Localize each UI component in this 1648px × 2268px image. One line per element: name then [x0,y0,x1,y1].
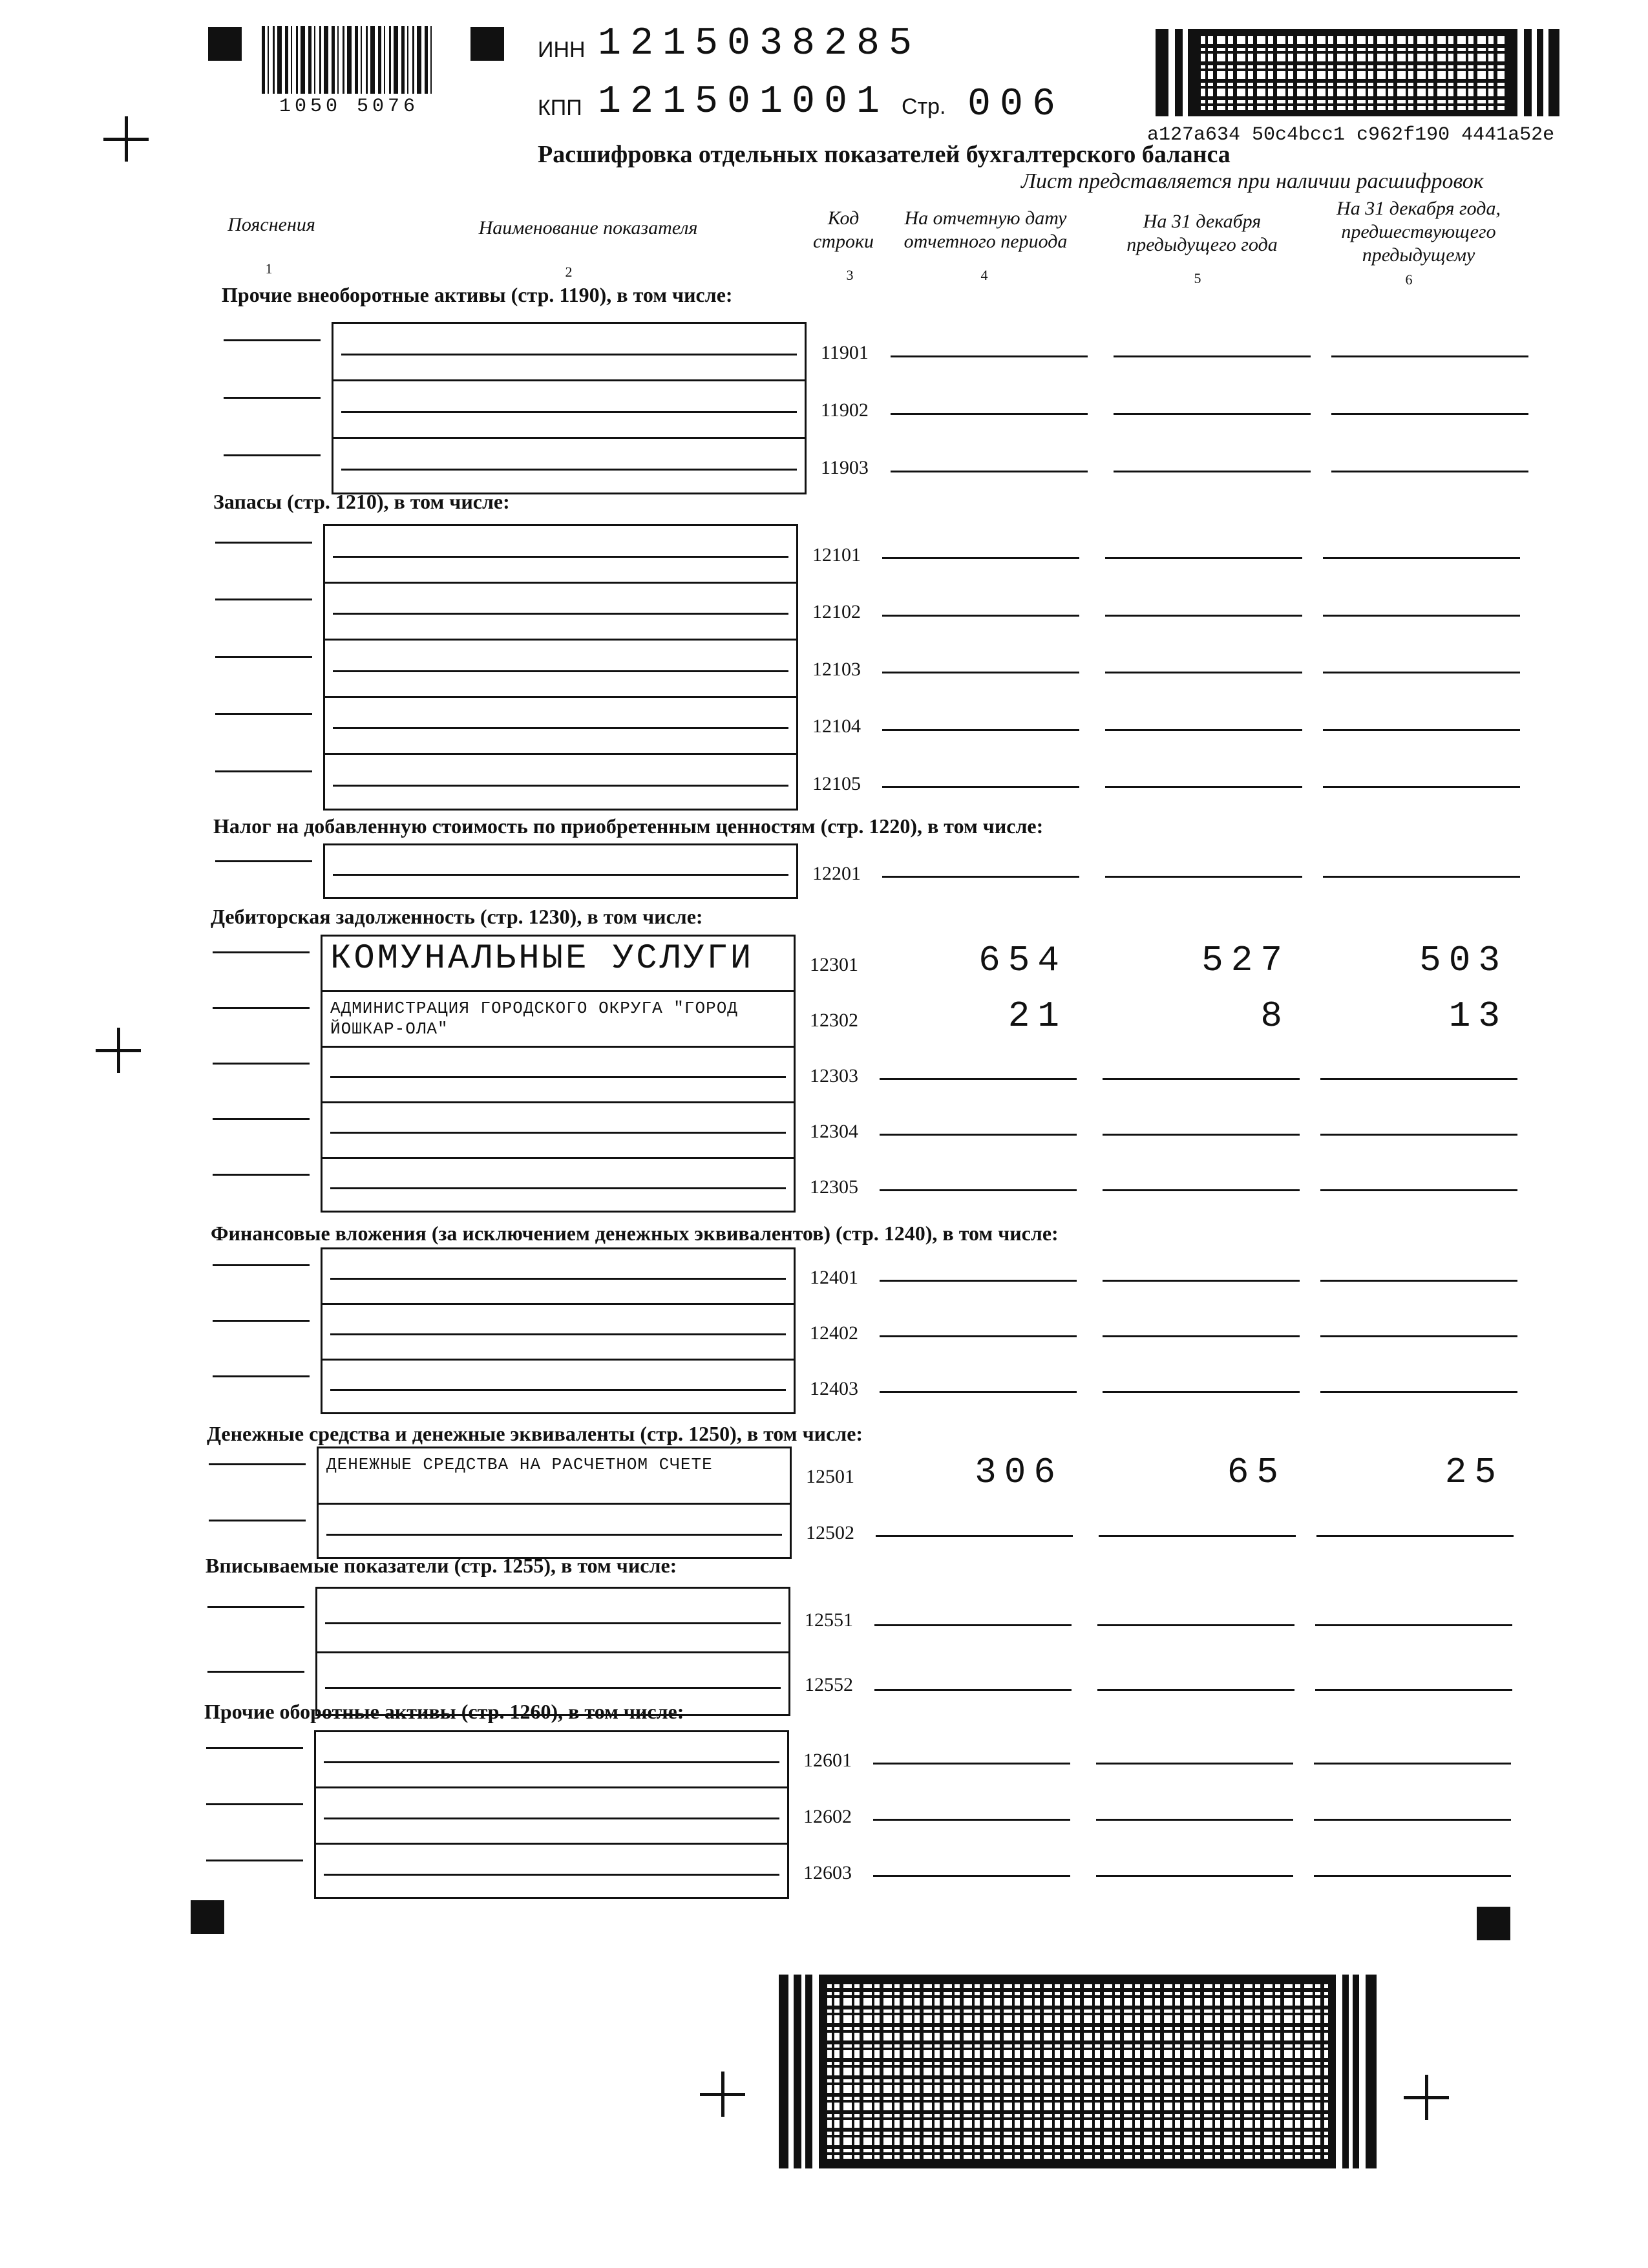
value-field-4 [873,1875,1070,1877]
value-field-5 [1105,615,1302,617]
corner-marker-top-mid [470,27,504,61]
notes-field [215,860,312,862]
page-label: Стр. [902,94,946,119]
value-field-4 [882,672,1079,673]
row-code: 12501 [806,1466,854,1488]
indicator-name-field [333,613,788,615]
value-5: 527 [1201,940,1290,981]
notes-field [209,1520,306,1521]
indicator-name: АДМИНИСТРАЦИЯ ГОРОДСКОГО ОКРУГА "ГОРОД ЙОШКАР-ОЛА" [330,999,738,1039]
row-code: 11902 [821,399,869,421]
row-code: 12301 [810,954,858,976]
row-code: 12601 [803,1750,852,1772]
value-field-6 [1323,557,1520,559]
registration-cross-bottom-mid [700,2072,745,2117]
notes-field [206,1803,303,1805]
row-code: 12105 [812,772,861,794]
value-field-4 [874,1689,1072,1691]
value-field-5 [1103,1391,1300,1393]
value-field-5 [1097,1624,1294,1626]
indicator-name: ДЕНЕЖНЫЕ СРЕДСТВА НА РАСЧЕТНОМ СЧЕТЕ [326,1455,713,1474]
indicator-name-field [324,1874,779,1876]
row-separator [332,379,807,381]
value-field-6 [1331,355,1528,357]
value-field-5 [1103,1134,1300,1136]
indicator-name-field [333,556,788,558]
value-field-4 [880,1078,1077,1080]
value-field-5 [1105,557,1302,559]
value-field-4 [882,729,1079,731]
row-separator [323,639,798,641]
registration-cross-bottom-right [1404,2075,1449,2120]
value-field-6 [1320,1078,1517,1080]
notes-field [213,1118,310,1120]
indicator-name-field [324,1761,779,1763]
section-title: Дебиторская задолженность (стр. 1230), в том числе: [211,905,703,928]
value-6: 503 [1419,940,1508,981]
row-code: 12302 [810,1010,858,1032]
value-field-4 [882,615,1079,617]
value-field-5 [1096,1763,1293,1765]
col-num-3: 3 [846,267,854,283]
value-field-6 [1323,729,1520,731]
page-subtitle: Лист представляется при наличии расшифровок [1021,169,1484,193]
value-6: 13 [1448,995,1508,1037]
notes-field [213,1174,310,1176]
row-separator [323,696,798,698]
value-field-4 [891,413,1088,415]
value-field-6 [1320,1335,1517,1337]
value-field-5 [1103,1189,1300,1191]
value-field-5 [1096,1819,1293,1821]
col-num-2: 2 [565,264,573,280]
row-code: 12102 [812,601,861,623]
value-field-4 [873,1819,1070,1821]
section-title: Денежные средства и денежные эквиваленты (стр. 1250), в том числе: [207,1422,863,1445]
row-separator [323,582,798,584]
row-code: 12305 [810,1176,858,1198]
row-code: 12552 [805,1674,853,1695]
value-field-4 [880,1391,1077,1393]
row-code: 12304 [810,1121,858,1143]
value-field-5 [1114,413,1311,415]
col-header-name: Наименование показателя [478,217,698,238]
notes-field [207,1606,304,1608]
corner-marker-bottom-right [1477,1907,1510,1940]
notes-field [206,1747,303,1749]
section-title: Запасы (стр. 1210), в том числе: [213,490,510,513]
col-header-code: Код строки [812,207,874,252]
value-field-5 [1103,1335,1300,1337]
section-title: Прочие внеоборотные активы (стр. 1190), в том числе: [222,283,733,306]
row-code: 12403 [810,1378,858,1400]
notes-field [209,1463,306,1465]
row-separator [314,1786,789,1788]
row-separator [321,990,796,992]
col-num-5: 5 [1194,270,1201,286]
value-field-4 [874,1624,1072,1626]
indicator-name-field [330,1132,786,1134]
col-num-1: 1 [265,260,273,277]
row-code: 12602 [803,1806,852,1828]
value-field-5 [1099,1535,1296,1537]
row-code: 12603 [803,1862,852,1884]
row-code: 12101 [812,544,861,566]
value-field-6 [1314,1819,1511,1821]
value-field-5 [1097,1689,1294,1691]
value-4: 654 [978,940,1067,981]
value-field-4 [882,786,1079,788]
value-field-4 [882,876,1079,878]
value-5: 65 [1227,1452,1286,1493]
registration-cross-mid-left [96,1028,141,1073]
row-code: 11903 [821,457,869,479]
notes-field [215,599,312,600]
col-header-prev-prev-year: На 31 декабря года, предшествующего предыдущему [1336,198,1501,266]
notes-field [224,454,321,456]
notes-field [224,397,321,399]
indicator-name-field [330,1278,786,1280]
value-field-5 [1114,355,1311,357]
value-field-5 [1096,1875,1293,1877]
value-field-6 [1320,1280,1517,1282]
value-field-4 [891,355,1088,357]
value-field-4 [882,557,1079,559]
value-field-5 [1114,471,1311,472]
row-separator [321,1157,796,1159]
row-separator [317,1503,792,1505]
indicator-name-field [330,1333,786,1335]
row-separator [321,1303,796,1305]
2d-barcode-bottom [779,1975,1377,2168]
barcode-number: 1050 5076 [279,96,419,118]
indicator-name: КОМУНАЛЬНЫЕ УСЛУГИ [330,939,754,979]
col-header-notes: Пояснения [227,214,315,235]
row-separator [321,1101,796,1103]
value-field-6 [1331,413,1528,415]
value-field-4 [873,1763,1070,1765]
notes-field [207,1671,304,1673]
value-4: 306 [975,1452,1063,1493]
notes-field [215,713,312,715]
name-box [323,524,798,811]
value-field-4 [880,1335,1077,1337]
value-field-6 [1315,1689,1512,1691]
indicator-name-field [330,1076,786,1078]
section-title: Вписываемые показатели (стр. 1255), в том числе: [206,1554,677,1577]
indicator-name-field [333,670,788,672]
kpp-label: КПП [538,96,582,120]
value-4: 21 [1008,995,1067,1037]
value-field-4 [876,1535,1073,1537]
value-field-4 [880,1280,1077,1282]
col-num-6: 6 [1405,271,1413,288]
indicator-name-field [333,874,788,876]
row-separator [314,1843,789,1845]
col-header-period: На отчетную дату отчетного периода [903,207,1068,252]
row-code: 12201 [812,863,861,885]
indicator-name-field [325,1687,781,1689]
value-field-5 [1103,1280,1300,1282]
row-code: 12502 [806,1522,854,1544]
notes-field [215,656,312,658]
document-hash: a127a634 50c4bcc1 c962f190 4441a52e [1147,124,1555,146]
col-header-prev-year: На 31 декабря предыдущего года [1126,211,1278,255]
value-field-5 [1105,729,1302,731]
notes-field [213,1063,310,1065]
row-separator [332,437,807,439]
kpp-value: 121501001 [598,80,889,124]
value-field-4 [880,1189,1077,1191]
notes-field [213,1007,310,1009]
indicator-name-field [325,1622,781,1624]
notes-field [215,542,312,544]
name-box [323,843,798,899]
notes-field [224,339,321,341]
indicator-name-field [324,1818,779,1819]
notes-field [206,1860,303,1861]
row-code: 12402 [810,1322,858,1344]
indicator-name-field [326,1534,782,1536]
value-field-6 [1323,615,1520,617]
corner-marker-top-left [208,27,242,61]
col-num-4: 4 [980,267,988,283]
value-5: 8 [1260,995,1290,1037]
indicator-name-field [333,785,788,787]
indicator-name-field [330,1187,786,1189]
row-code: 12401 [810,1267,858,1289]
value-field-6 [1316,1535,1514,1537]
section-title: Налог на добавленную стоимость по приобретенным ценностям (стр. 1220), в том числе: [213,814,1044,838]
value-field-4 [891,471,1088,472]
page-value: 006 [967,83,1065,127]
row-code: 12303 [810,1065,858,1087]
2d-barcode-top [1156,29,1559,116]
value-field-6 [1320,1134,1517,1136]
section-title: Прочие оборотные активы (стр. 1260), в том числе: [204,1700,684,1723]
registration-cross-top-left [103,116,149,162]
row-separator [321,1046,796,1048]
inn-label: ИНН [538,37,586,62]
indicator-name-field [330,1389,786,1391]
corner-marker-bottom-left [191,1900,224,1934]
inn-value: 1215038285 [598,22,922,66]
value-field-4 [880,1134,1077,1136]
page-title: Расшифровка отдельных показателей бухгалтерского баланса [538,141,1231,168]
value-field-5 [1105,876,1302,878]
row-code: 12104 [812,715,861,737]
value-field-5 [1105,786,1302,788]
value-field-6 [1323,672,1520,673]
notes-field [213,1320,310,1322]
indicator-name-field [333,727,788,729]
value-field-6 [1323,876,1520,878]
row-separator [315,1651,790,1653]
notes-field [213,951,310,953]
indicator-name-field [341,469,797,471]
notes-field [215,770,312,772]
value-field-5 [1105,672,1302,673]
indicator-name-field [341,354,797,355]
value-field-6 [1314,1875,1511,1877]
linear-barcode [262,26,433,94]
row-separator [323,753,798,755]
notes-field [213,1375,310,1377]
row-code: 12551 [805,1609,853,1631]
value-field-6 [1331,471,1528,472]
value-field-6 [1315,1624,1512,1626]
value-field-6 [1323,786,1520,788]
row-code: 11901 [821,342,869,364]
value-6: 25 [1444,1452,1504,1493]
value-field-6 [1320,1391,1517,1393]
section-title: Финансовые вложения (за исключением денежных эквивалентов) (стр. 1240), в том числе: [211,1222,1059,1245]
notes-field [213,1264,310,1266]
value-field-5 [1103,1078,1300,1080]
value-field-6 [1320,1189,1517,1191]
row-code: 12103 [812,658,861,680]
indicator-name-field [341,411,797,413]
row-separator [321,1359,796,1361]
value-field-6 [1314,1763,1511,1765]
